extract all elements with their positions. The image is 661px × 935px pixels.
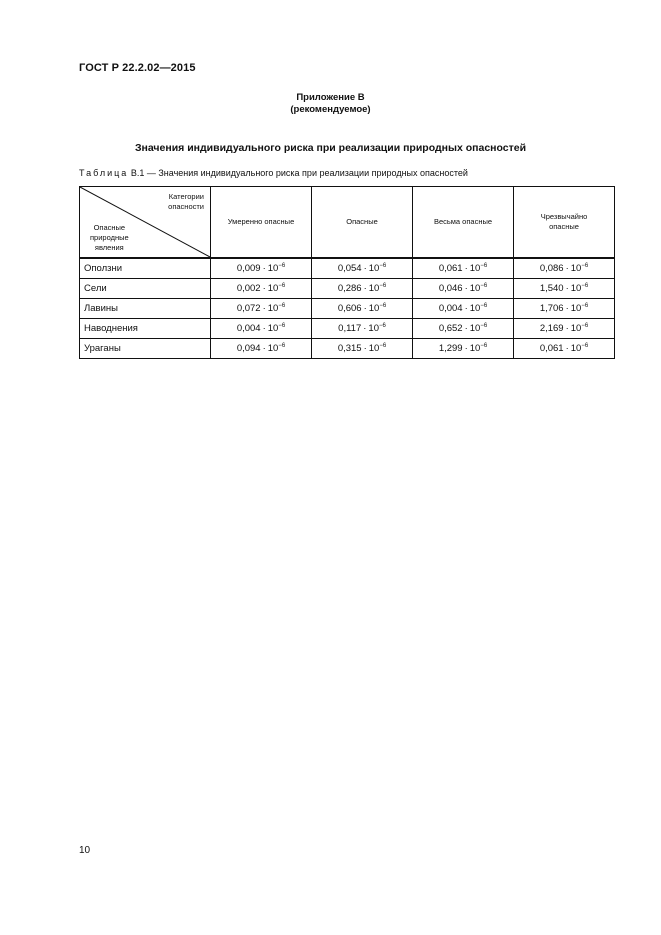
risk-value-cell [413,339,514,359]
risk-value-cell [312,279,413,299]
table-row [80,279,615,299]
hazard-name-cell: Сели [80,279,211,299]
caption-label: Таблица [79,168,129,178]
risk-mantissa: 0,061 [438,263,463,274]
power-base: 10 [469,303,481,314]
power-exponent: −6 [278,343,286,349]
table-row [80,339,615,359]
corner-top-line: опасности [168,202,204,211]
risk-value-cell [514,339,615,359]
power-base: 10 [267,303,279,314]
multiply-sign: · [565,263,569,274]
risk-value-cell [211,319,312,339]
risk-mantissa: 2,169 [539,323,564,334]
table-caption [79,168,468,178]
page-number: 10 [79,845,91,856]
power-exponent: −6 [581,283,589,289]
table-row [80,319,615,339]
multiply-sign: · [363,263,367,274]
corner-bottom-label [90,223,129,253]
risk-value-cell [211,339,312,359]
power-exponent: −6 [278,323,286,329]
hazard-name-cell: Наводнения [80,319,211,339]
power-base: 10 [570,303,582,314]
risk-value-cell [514,299,615,319]
power-base: 10 [368,263,380,274]
power-exponent: −6 [581,303,589,309]
power-exponent: −6 [379,263,387,269]
power-base: 10 [570,283,582,294]
power-base: 10 [267,323,279,334]
power-exponent: −6 [378,323,386,329]
power-exponent: −6 [379,283,387,289]
risk-mantissa: 1,706 [539,303,564,314]
column-header: Опасные [312,187,413,259]
multiply-sign: · [363,303,367,314]
power-exponent: −6 [278,303,286,309]
risk-value-cell [312,319,413,339]
risk-mantissa: 0,004 [236,323,261,334]
power-base: 10 [368,323,379,334]
multiply-sign: · [262,303,266,314]
power-base: 10 [368,283,380,294]
multiply-sign: · [262,343,266,354]
power-exponent: −6 [581,323,589,329]
table-row [80,258,615,279]
power-base: 10 [469,323,481,334]
multiply-sign: · [464,343,468,354]
risk-mantissa: 0,094 [236,343,261,354]
risk-value-cell [413,299,514,319]
power-exponent: −6 [480,323,488,329]
power-base: 10 [368,343,380,354]
appendix-title: Приложение В [296,92,365,103]
risk-value-cell [211,258,312,279]
risk-mantissa: 0,315 [337,343,362,354]
multiply-sign: · [565,323,569,334]
power-base: 10 [267,343,279,354]
risk-value-cell [413,319,514,339]
risk-value-cell [312,299,413,319]
power-exponent: −6 [379,303,387,309]
multiply-sign: · [565,303,569,314]
power-base: 10 [267,283,279,294]
risk-value-cell [211,299,312,319]
risk-mantissa: 0,117 [338,323,362,334]
risk-mantissa: 0,606 [337,303,362,314]
section-title: Значения индивидуального риска при реализации природных опасностей [134,142,527,154]
risk-table [79,186,615,359]
corner-top-line: Категории [168,192,204,201]
risk-value-cell [514,319,615,339]
multiply-sign: · [565,343,569,354]
hazard-name-cell: Лавины [80,299,211,319]
risk-value-cell [312,339,413,359]
risk-mantissa: 1,299 [438,343,463,354]
power-base: 10 [469,283,481,294]
multiply-sign: · [464,303,468,314]
power-exponent: −6 [480,283,488,289]
hazard-name-cell: Ураганы [80,339,211,359]
power-base: 10 [469,343,481,354]
multiply-sign: · [464,323,468,334]
risk-value-cell [211,279,312,299]
risk-value-cell [514,258,615,279]
multiply-sign: · [464,263,468,274]
column-header: Чрезвычайно опасные [514,187,615,259]
corner-header-cell [80,187,211,259]
risk-mantissa: 0,286 [337,283,362,294]
corner-top-label [168,192,204,212]
table-row [80,299,615,319]
power-exponent: −6 [480,263,488,269]
column-header: Весьма опасные [413,187,514,259]
document-code: ГОСТ Р 22.2.02—2015 [79,62,196,74]
appendix-subtitle: (рекомендуемое) [290,104,371,115]
multiply-sign: · [464,283,468,294]
power-exponent: −6 [278,263,286,269]
risk-mantissa: 0,072 [236,303,261,314]
risk-mantissa: 0,046 [438,283,463,294]
multiply-sign: · [363,323,367,334]
power-base: 10 [570,263,582,274]
multiply-sign: · [262,323,266,334]
power-exponent: −6 [480,303,488,309]
risk-value-cell [413,279,514,299]
risk-mantissa: 1,540 [539,283,564,294]
power-base: 10 [570,343,582,354]
risk-mantissa: 0,086 [539,263,564,274]
power-base: 10 [469,263,481,274]
multiply-sign: · [262,263,266,274]
risk-value-cell [312,258,413,279]
power-exponent: −6 [581,263,589,269]
power-base: 10 [368,303,380,314]
multiply-sign: · [565,283,569,294]
table-header-row [80,187,615,259]
multiply-sign: · [363,343,367,354]
risk-mantissa: 0,061 [539,343,564,354]
column-header: Умеренно опасные [211,187,312,259]
risk-value-cell [514,279,615,299]
power-base: 10 [267,263,279,274]
appendix-heading [0,92,661,116]
power-exponent: −6 [379,343,387,349]
risk-mantissa: 0,002 [236,283,261,294]
caption-text: Значения индивидуального риска при реализации природных опасностей [158,168,468,178]
multiply-sign: · [363,283,367,294]
power-exponent: −6 [278,283,286,289]
risk-mantissa: 0,009 [236,263,261,274]
corner-bottom-line: явления [94,243,124,252]
risk-mantissa: 0,652 [438,323,463,334]
risk-mantissa: 0,054 [337,263,362,274]
hazard-name-cell: Оползни [80,258,211,279]
caption-dash: — [146,168,156,178]
corner-bottom-line: природные [90,233,129,242]
caption-number: В.1 [130,168,145,178]
multiply-sign: · [262,283,266,294]
risk-value-cell [413,258,514,279]
power-base: 10 [570,323,582,334]
risk-mantissa: 0,004 [438,303,463,314]
power-exponent: −6 [480,343,488,349]
corner-bottom-line: Опасные [93,223,126,232]
power-exponent: −6 [581,343,589,349]
